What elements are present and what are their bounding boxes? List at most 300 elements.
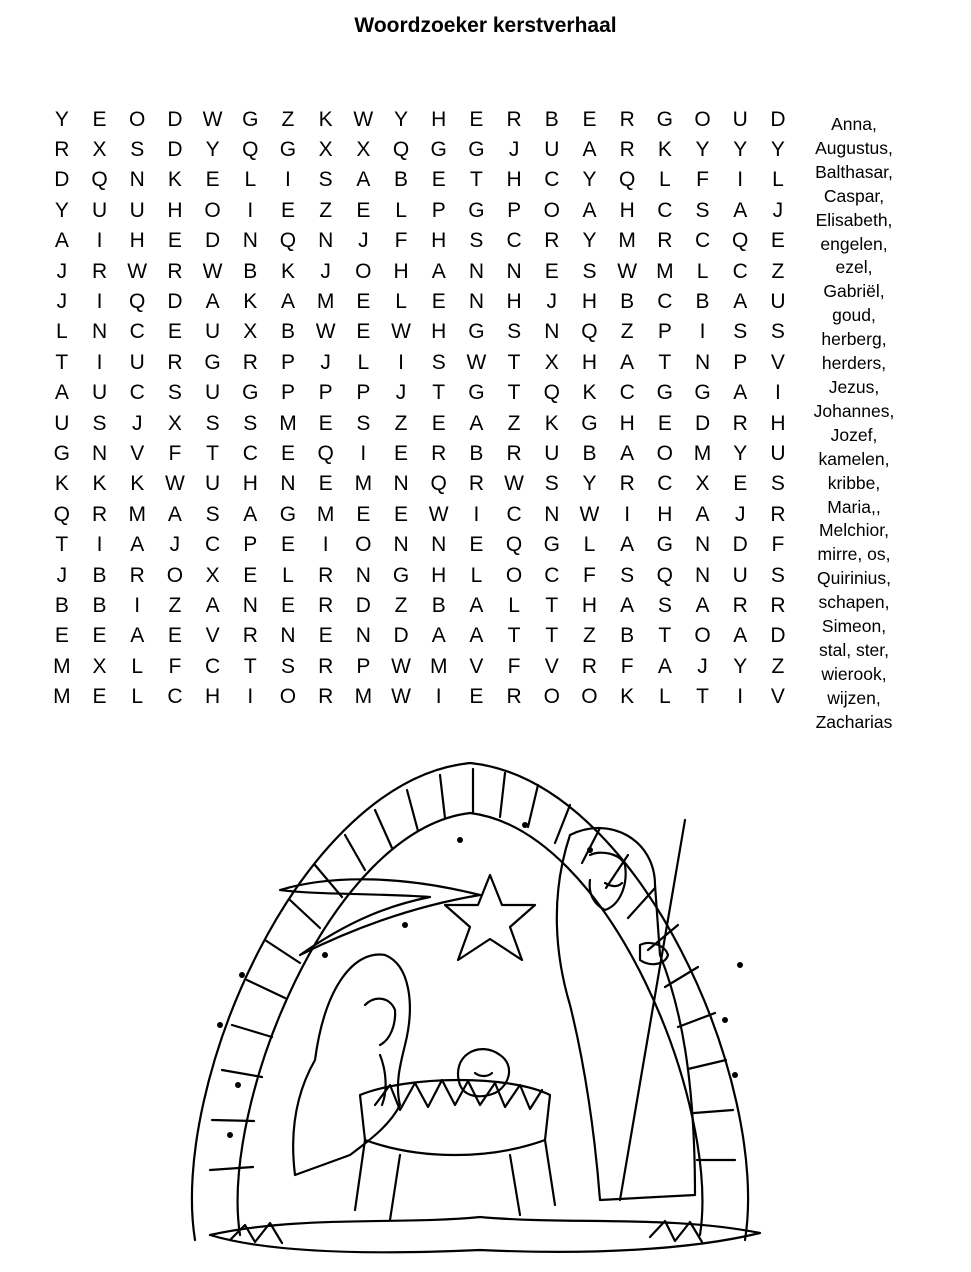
grid-letter: I xyxy=(737,685,744,709)
grid-letter: W xyxy=(391,685,411,709)
grid-letter: Q xyxy=(242,138,259,162)
grid-letter: G xyxy=(279,502,297,526)
grid-letter: U xyxy=(205,472,221,496)
word-list-item: schapen, xyxy=(818,592,890,613)
grid-letter: W xyxy=(428,502,449,526)
grid-letter: N xyxy=(129,168,145,192)
word-list-item: kamelen, xyxy=(818,448,890,469)
grid-letter: U xyxy=(91,381,108,405)
grid-letter: H xyxy=(581,350,598,374)
grid-letter: I xyxy=(322,533,329,557)
grid-letter: C xyxy=(544,563,560,587)
grid-letter: F xyxy=(583,563,596,587)
grid-letter: Y xyxy=(770,138,785,162)
grid-letter: R xyxy=(167,350,183,374)
grid-letter: S xyxy=(130,138,145,162)
grid-letter: A xyxy=(469,624,484,648)
grid-letter: R xyxy=(91,259,108,283)
grid-letter: O xyxy=(129,107,146,131)
grid-letter: J xyxy=(697,654,708,678)
grid-letter: V xyxy=(544,654,559,678)
grid-letter: X xyxy=(318,138,333,162)
grid-letter: P xyxy=(356,654,371,678)
grid-letter: J xyxy=(508,138,520,162)
grid-letter: U xyxy=(205,381,221,405)
grid-letter: O xyxy=(166,563,184,587)
grid-letter: A xyxy=(54,229,69,253)
grid-letter: E xyxy=(54,624,69,648)
grid-letter: E xyxy=(318,411,333,435)
grid-letter: E xyxy=(356,290,371,314)
grid-letter: Y xyxy=(54,107,69,131)
grid-letter: A xyxy=(620,441,635,465)
grid-letter: S xyxy=(695,198,710,222)
grid-letter: N xyxy=(393,533,409,557)
grid-letter: V xyxy=(205,624,220,648)
grid-letter: C xyxy=(242,441,258,465)
grid-letter: K xyxy=(54,472,69,496)
grid-letter: M xyxy=(693,441,712,465)
grid-letter: H xyxy=(205,685,221,709)
grid-letter: N xyxy=(91,320,108,344)
grid-letter: Q xyxy=(656,563,674,587)
grid-letter: G xyxy=(279,138,297,162)
grid-letter: H xyxy=(431,563,447,587)
grid-letter: I xyxy=(285,168,291,192)
grid-letter: G xyxy=(656,533,674,557)
grid-letter: Q xyxy=(317,441,334,465)
grid-letter: X xyxy=(92,654,107,678)
grid-letter: M xyxy=(656,259,674,283)
grid-letter: V xyxy=(469,654,484,678)
grid-letter: X xyxy=(167,411,182,435)
grid-letter: B xyxy=(582,441,597,465)
grid-letter: V xyxy=(770,350,785,374)
grid-letter: A xyxy=(280,290,295,314)
grid-letter: S xyxy=(544,472,559,496)
grid-letter: O xyxy=(543,198,560,222)
grid-letter: E xyxy=(92,107,107,131)
grid-letter: E xyxy=(243,563,258,587)
grid-letter: R xyxy=(732,593,748,617)
grid-letter: E xyxy=(469,107,484,131)
grid-letter: G xyxy=(468,198,485,222)
grid-letter: H xyxy=(506,290,522,314)
grid-letter: R xyxy=(619,138,635,162)
grid-letter: A xyxy=(54,381,69,405)
grid-letter: P xyxy=(733,350,748,374)
grid-letter: H xyxy=(393,259,409,283)
word-list-item: Anna, xyxy=(831,114,877,134)
grid-letter: P xyxy=(280,350,295,374)
grid-letter: L xyxy=(696,259,709,283)
grid-letter: G xyxy=(694,381,711,405)
grid-letter: H xyxy=(581,593,598,617)
grid-letter: T xyxy=(545,624,559,648)
word-list-item: Johannes, xyxy=(813,400,895,421)
grid-letter: V xyxy=(130,441,145,465)
grid-letter: J xyxy=(320,350,331,374)
grid-letter: P xyxy=(431,198,446,222)
grid-letter: R xyxy=(318,654,334,678)
grid-letter: F xyxy=(168,654,182,678)
grid-letter: M xyxy=(279,411,297,435)
grid-letter: S xyxy=(318,168,333,192)
grid-letter: Z xyxy=(394,411,408,435)
word-list-item: wierook, xyxy=(821,663,887,684)
grid-letter: T xyxy=(507,624,521,648)
grid-letter: I xyxy=(134,593,141,617)
grid-letter: U xyxy=(129,350,145,374)
word-list-item: Quirinius, xyxy=(817,568,891,589)
grid-letter: D xyxy=(355,593,371,617)
grid-letter: S xyxy=(280,654,295,678)
grid-letter: D xyxy=(167,107,183,131)
grid-letter: A xyxy=(431,259,446,283)
grid-letter: W xyxy=(202,107,223,131)
grid-letter: K xyxy=(130,472,145,496)
grid-letter: L xyxy=(772,168,784,192)
grid-letter: W xyxy=(164,472,185,496)
grid-letter: K xyxy=(318,107,333,131)
grid-letter: E xyxy=(167,229,182,253)
grid-letter: E xyxy=(356,320,371,344)
grid-letter: R xyxy=(581,654,598,678)
grid-letter: I xyxy=(96,350,103,374)
grid-letter: C xyxy=(506,502,522,526)
grid-letter: F xyxy=(696,168,709,192)
grid-letter: S xyxy=(733,320,748,344)
grid-letter: L xyxy=(583,533,596,557)
grid-letter: F xyxy=(620,654,634,678)
grid-letter: N xyxy=(694,350,711,374)
grid-letter: M xyxy=(429,654,448,678)
grid-letter: E xyxy=(431,290,446,314)
grid-letter: P xyxy=(507,198,522,222)
grid-letter: L xyxy=(56,320,68,344)
grid-letter: N xyxy=(544,320,560,344)
grid-letter: U xyxy=(544,441,560,465)
grid-letter: H xyxy=(129,229,145,253)
grid-letter: N xyxy=(431,533,447,557)
grid-letter: S xyxy=(205,502,220,526)
grid-letter: R xyxy=(506,685,522,709)
grid-letter: Z xyxy=(281,107,295,131)
page-title: Woordzoeker kerstverhaal xyxy=(354,14,617,37)
grid-letter: Y xyxy=(582,168,597,192)
staff xyxy=(620,820,685,1200)
grid-letter: L xyxy=(282,563,294,587)
grid-letter: E xyxy=(431,168,446,192)
grid-letter: I xyxy=(360,441,367,465)
grid-letter: H xyxy=(619,198,635,222)
grid-letter: T xyxy=(507,381,521,405)
grid-letter: M xyxy=(128,502,146,526)
word-list-item: Melchior, xyxy=(818,520,890,541)
grid-letter: U xyxy=(544,138,560,162)
grid-letter: R xyxy=(506,441,522,465)
word-list-item: Maria,, xyxy=(827,496,881,517)
grid-letter: M xyxy=(354,472,373,496)
grid-letter: Q xyxy=(53,502,71,526)
grid-letter: J xyxy=(358,229,369,253)
grid-letter: I xyxy=(247,198,254,222)
grid-letter: W xyxy=(466,350,487,374)
grid-letter: N xyxy=(694,533,711,557)
grid-letter: E xyxy=(582,107,597,131)
grid-letter: S xyxy=(167,381,182,405)
grid-letter: Z xyxy=(583,624,596,648)
grid-letter: M xyxy=(53,685,71,709)
grid-letter: E xyxy=(92,624,107,648)
grid-letter: C xyxy=(129,320,145,344)
grid-letter: S xyxy=(431,350,446,374)
word-list-item: Caspar, xyxy=(823,185,885,206)
grid-letter: Y xyxy=(582,229,597,253)
grid-letter: Z xyxy=(507,411,521,435)
grid-letter: N xyxy=(355,624,371,648)
grid-letter: Y xyxy=(54,198,69,222)
grid-letter: U xyxy=(732,107,748,131)
grid-letter: H xyxy=(506,168,522,192)
grid-letter: K xyxy=(582,381,597,405)
grid-letter: B xyxy=(54,593,69,617)
grid-letter: A xyxy=(130,533,145,557)
grid-letter: R xyxy=(318,685,334,709)
arch-inner xyxy=(238,813,703,1235)
grid-letter: E xyxy=(280,593,295,617)
grid-letter: E xyxy=(394,502,409,526)
grid-letter: R xyxy=(167,259,183,283)
word-list-item: mirre, os, xyxy=(817,544,891,565)
grid-letter: Q xyxy=(392,138,410,162)
word-list-item: kribbe, xyxy=(827,472,881,493)
grid-letter: A xyxy=(582,198,597,222)
grid-letter: H xyxy=(167,198,183,222)
grid-letter: W xyxy=(202,259,223,283)
grid-letter: N xyxy=(393,472,409,496)
grid-letter: B xyxy=(544,107,559,131)
grid-letter: K xyxy=(620,685,635,709)
word-list-item: wijzen, xyxy=(827,687,881,708)
grid-letter: F xyxy=(507,654,521,678)
grid-letter: Q xyxy=(129,290,146,314)
grid-letter: C xyxy=(205,654,221,678)
grid-letter: Z xyxy=(394,593,408,617)
grid-letter: R xyxy=(318,563,334,587)
grid-letter: F xyxy=(394,229,408,253)
word-list-item: herders, xyxy=(821,353,887,374)
grid-letter: I xyxy=(96,290,103,314)
grid-letter: B xyxy=(92,593,107,617)
grid-letter: G xyxy=(581,411,598,435)
grid-letter: L xyxy=(395,290,407,314)
grid-letter: S xyxy=(92,411,107,435)
grid-letter: N xyxy=(242,593,258,617)
grid-letter: A xyxy=(733,381,748,405)
word-list xyxy=(799,113,909,735)
grid-letter: I xyxy=(247,685,254,709)
grid-letter: U xyxy=(91,198,108,222)
grid-letter: J xyxy=(546,290,558,314)
grid-letter: R xyxy=(91,502,108,526)
grid-letter: O xyxy=(279,685,297,709)
grid-letter: A xyxy=(469,593,484,617)
grid-letter: R xyxy=(468,472,484,496)
grid-letter: O xyxy=(543,685,560,709)
grid-letter: R xyxy=(318,593,334,617)
grid-letter: K xyxy=(544,411,559,435)
grid-letter: C xyxy=(205,533,221,557)
grid-letter: E xyxy=(733,472,748,496)
grid-letter: O xyxy=(505,563,523,587)
arch-bricks xyxy=(210,769,735,1170)
grid-letter: O xyxy=(355,259,372,283)
grid-letter: N xyxy=(544,502,560,526)
grid-letter: G xyxy=(543,533,560,557)
grid-letter: J xyxy=(56,290,68,314)
grid-letter: M xyxy=(316,502,335,526)
grid-letter: N xyxy=(280,624,296,648)
grid-letter: L xyxy=(357,350,370,374)
grid-letter: L xyxy=(659,168,671,192)
grid-letter: L xyxy=(659,685,671,709)
grid-letter: E xyxy=(431,411,446,435)
grid-letter: U xyxy=(54,411,70,435)
grid-letter: U xyxy=(770,441,786,465)
grid-letter: S xyxy=(770,320,785,344)
grid-letter: C xyxy=(544,168,560,192)
grid-letter: Q xyxy=(581,320,598,344)
grid-letter: C xyxy=(657,198,673,222)
grid-letter: S xyxy=(356,411,371,435)
grid-letter: E xyxy=(544,259,559,283)
grid-letter: T xyxy=(55,350,69,374)
grid-letter: A xyxy=(733,624,748,648)
grid-letter: B xyxy=(280,320,295,344)
grid-letter: W xyxy=(391,654,411,678)
grid-letter: P xyxy=(280,381,295,405)
grid-letter: B xyxy=(431,593,446,617)
comet-tail xyxy=(280,879,480,955)
grid-letter: D xyxy=(732,533,748,557)
grid-letter: X xyxy=(92,138,107,162)
grid-letter: L xyxy=(131,654,144,678)
grid-letter: R xyxy=(732,411,748,435)
grid-letter: D xyxy=(167,138,183,162)
grid-letter: K xyxy=(92,472,107,496)
grid-letter: A xyxy=(620,533,635,557)
grid-letter: U xyxy=(770,290,786,314)
grid-letter: Y xyxy=(733,441,748,465)
grid-letter: Y xyxy=(695,138,710,162)
grid-letter: A xyxy=(205,593,220,617)
grid-letter: T xyxy=(658,350,672,374)
grid-letter: H xyxy=(242,472,258,496)
word-list-item: Elisabeth, xyxy=(815,209,893,230)
grid-letter: W xyxy=(127,259,148,283)
grid-letter: S xyxy=(507,320,522,344)
grid-letter: U xyxy=(732,563,748,587)
grid-letter: E xyxy=(657,411,672,435)
grid-letter: E xyxy=(205,168,220,192)
grid-letter: H xyxy=(431,320,447,344)
grid-letter: A xyxy=(657,654,672,678)
nativity-illustration xyxy=(150,755,790,1263)
grid-letter: D xyxy=(393,624,409,648)
grid-letter: S xyxy=(469,229,484,253)
grid-letter: W xyxy=(579,502,600,526)
grid-letter: N xyxy=(506,259,522,283)
grid-letter: C xyxy=(506,229,522,253)
grid-letter: R xyxy=(54,138,70,162)
grid-letter: I xyxy=(699,320,706,344)
grid-letter: M xyxy=(618,229,636,253)
grid-letter: A xyxy=(469,411,484,435)
grid-letter: Y xyxy=(733,654,748,678)
grid-letter: O xyxy=(581,685,598,709)
grid-letter: D xyxy=(694,411,711,435)
grid-letter: G xyxy=(204,350,221,374)
grid-letter: Z xyxy=(771,259,785,283)
grid-letter: E xyxy=(92,685,107,709)
grid-letter: O xyxy=(204,198,221,222)
grid-letter: C xyxy=(657,290,673,314)
grid-letter: M xyxy=(53,654,71,678)
grid-letter: Q xyxy=(430,472,447,496)
grid-letter: J xyxy=(169,533,181,557)
grid-letter: J xyxy=(131,411,143,435)
grid-letter: B xyxy=(243,259,258,283)
word-list-item: ezel, xyxy=(835,257,873,278)
grid-letter: O xyxy=(694,624,711,648)
grid-letter: F xyxy=(168,441,182,465)
grid-letter: R xyxy=(544,229,560,253)
grid-letter: H xyxy=(770,411,786,435)
grid-letter: A xyxy=(620,593,635,617)
grid-letter: J xyxy=(56,259,68,283)
grid-letter: K xyxy=(167,168,182,192)
grid-letter: N xyxy=(694,563,711,587)
grid-letter: B xyxy=(620,290,635,314)
grid-letter: C xyxy=(694,229,711,253)
grid-letter: I xyxy=(624,502,631,526)
grid-letter: R xyxy=(506,107,522,131)
grid-letter: E xyxy=(280,441,295,465)
grid-letter: Q xyxy=(505,533,523,557)
word-list-item: Jozef, xyxy=(830,424,878,445)
grid-letter: N xyxy=(318,229,334,253)
grid-letter: N xyxy=(468,290,484,314)
grid-letter: Q xyxy=(543,381,560,405)
grid-letter: E xyxy=(770,229,785,253)
grid-letter: A xyxy=(205,290,220,314)
grid-letter: P xyxy=(318,381,333,405)
grid-letter: X xyxy=(356,138,371,162)
grid-letter: D xyxy=(205,229,221,253)
word-list-item: Balthasar, xyxy=(815,161,893,182)
grid-letter: A xyxy=(243,502,258,526)
word-list-item: Jezus, xyxy=(828,376,880,397)
grid-letter: T xyxy=(55,533,69,557)
grid-letter: G xyxy=(468,320,485,344)
grid-letter: I xyxy=(435,685,442,709)
grid-letter: O xyxy=(355,533,372,557)
grid-letter: Y xyxy=(582,472,597,496)
word-list-item: Simeon, xyxy=(821,616,887,637)
grid-letter: A xyxy=(695,593,710,617)
grid-letter: A xyxy=(431,624,446,648)
